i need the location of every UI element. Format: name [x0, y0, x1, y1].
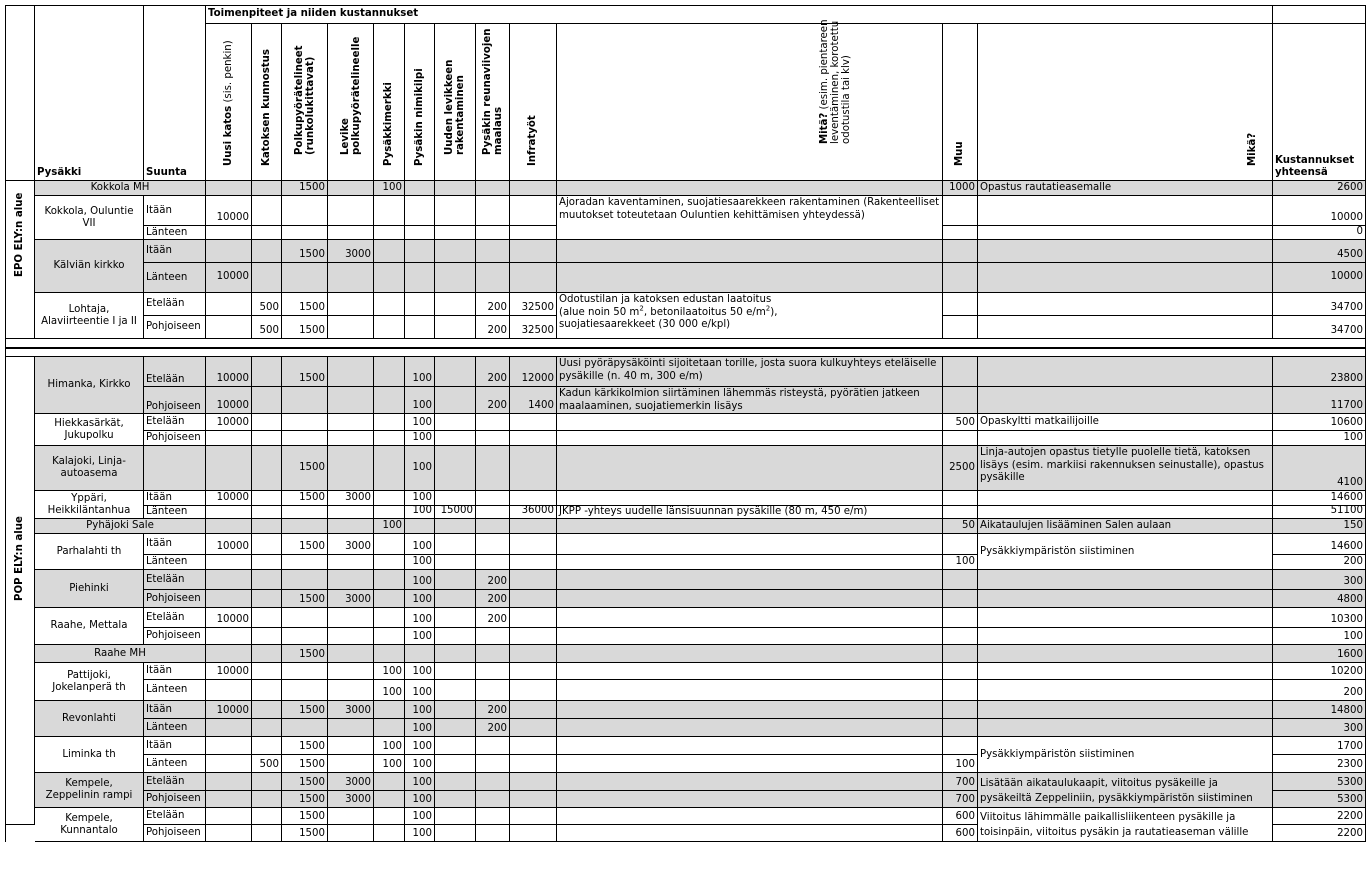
value-cell: 100 — [405, 357, 435, 387]
direction: Länteen — [144, 506, 206, 519]
header-pysakkimerkki: Pysäkkimerkki — [374, 24, 405, 181]
direction: Pohjoiseen — [144, 316, 206, 339]
stop-name: Lohtaja, Alaviirteentie I ja II — [35, 293, 144, 339]
header-polkupyoratelineet: Polkupyörätelineet (runkolukittavat) — [282, 24, 328, 181]
value-cell: 100 — [405, 555, 435, 570]
stop-name: Kempele, Kunnantalo — [35, 808, 144, 842]
value-cell: 500 — [252, 293, 282, 316]
header-kunnostus: Katoksen kunnostus — [252, 24, 282, 181]
stop-name: Raahe, Mettala — [35, 608, 144, 645]
total-cell: 200 — [1273, 680, 1366, 701]
total-cell: 10200 — [1273, 663, 1366, 680]
value-cell: 100 — [943, 555, 978, 570]
header-mika: Mikä? — [978, 24, 1273, 181]
total-cell: 5300 — [1273, 773, 1366, 791]
stop-name: Kälviän kirkko — [35, 240, 144, 293]
value-cell: 3000 — [328, 590, 374, 608]
direction: Etelään — [144, 808, 206, 825]
value-cell: 100 — [405, 737, 435, 755]
value-cell: 1500 — [282, 240, 328, 263]
stop-name: Pyhäjoki Sale — [35, 519, 206, 534]
value-cell: 3000 — [328, 240, 374, 263]
total-cell: 14600 — [1273, 491, 1366, 506]
direction: Länteen — [144, 719, 206, 737]
value-cell: 100 — [374, 680, 405, 701]
total-cell: 300 — [1273, 719, 1366, 737]
mika-text: Viitoitus lähimmälle paikallisliikenteen pysäkille ja toisinpäin, viitoitus pysäkin ja rautatieaseman välille — [978, 808, 1273, 842]
value-cell: 200 — [476, 701, 510, 719]
total-cell: 4800 — [1273, 590, 1366, 608]
total-cell: 14800 — [1273, 701, 1366, 719]
value-cell: 100 — [405, 534, 435, 555]
value-cell: 1500 — [282, 773, 328, 791]
value-cell: 600 — [943, 808, 978, 825]
total-cell: 2200 — [1273, 808, 1366, 825]
value-cell: 200 — [476, 570, 510, 590]
value-cell: 100 — [405, 387, 435, 414]
value-cell: 100 — [405, 414, 435, 431]
value-cell: 3000 — [328, 534, 374, 555]
value-cell: 700 — [943, 773, 978, 791]
stop-name: Raahe MH — [35, 645, 206, 663]
value-cell: 1500 — [282, 491, 328, 506]
direction: Länteen — [144, 680, 206, 701]
mita-text: Uusi pyöräpysäköinti sijoitetaan torille, josta suora kulkuyhteys eteläiselle pysäkille (n. 40 m, 300 e/m) — [557, 357, 943, 387]
mika-text: Opaskyltti matkailijoille — [978, 414, 1273, 431]
direction: Länteen — [144, 263, 206, 293]
value-cell: 2500 — [943, 446, 978, 491]
direction: Itään — [144, 701, 206, 719]
total-cell: 5300 — [1273, 791, 1366, 808]
value-cell: 1500 — [282, 791, 328, 808]
value-cell: 15000 — [435, 506, 476, 519]
value-cell: 100 — [405, 608, 435, 628]
value-cell: 10000 — [206, 387, 252, 414]
value-cell: 10000 — [206, 263, 252, 293]
total-cell: 14600 — [1273, 534, 1366, 555]
total-cell: 150 — [1273, 519, 1366, 534]
total-cell: 2300 — [1273, 755, 1366, 773]
value-cell: 32500 — [510, 316, 557, 339]
direction: Itään — [144, 534, 206, 555]
header-uuden-levikkeen: Uuden levikkeen rakentaminen — [435, 24, 476, 181]
value-cell: 1500 — [282, 701, 328, 719]
total-cell: 4100 — [1273, 446, 1366, 491]
value-cell: 1500 — [282, 808, 328, 825]
value-cell: 36000 — [510, 506, 557, 519]
value-cell: 100 — [405, 719, 435, 737]
stop-name: Kokkola, Ouluntie VII — [35, 196, 144, 240]
value-cell: 500 — [943, 414, 978, 431]
header-infratyot: Infratyöt — [510, 24, 557, 181]
total-cell: 100 — [1273, 628, 1366, 645]
header-mita: Mitä? (esim. pientareen leventäminen, korotettu odotustila tai klv) — [557, 24, 943, 181]
direction: Etelään — [144, 773, 206, 791]
value-cell: 1500 — [282, 446, 328, 491]
total-cell: 10600 — [1273, 414, 1366, 431]
header-levike: Levike polkupyörätelineelle — [328, 24, 374, 181]
value-cell: 100 — [374, 519, 405, 534]
value-cell: 200 — [476, 316, 510, 339]
mika-text: Pysäkkiympäristön siistiminen — [978, 737, 1273, 773]
value-cell: 500 — [252, 316, 282, 339]
total-cell: 2600 — [1273, 181, 1366, 196]
direction: Pohjoiseen — [144, 791, 206, 808]
total-cell: 10000 — [1273, 196, 1366, 226]
total-cell: 2200 — [1273, 825, 1366, 842]
value-cell: 3000 — [328, 491, 374, 506]
direction: Pohjoiseen — [144, 431, 206, 446]
stop-name: Revonlahti — [35, 701, 144, 737]
mita-text: Odotustilan ja katoksen edustan laatoitus (alue noin 50 $m^2$, betonilaatoitus 50 $e/m^2$), suojatiesaarekkeet (30 000 e/kpl) — [557, 293, 943, 339]
direction: Länteen — [144, 755, 206, 773]
value-cell: 1000 — [943, 181, 978, 196]
value-cell: 10000 — [206, 608, 252, 628]
direction: Itään — [144, 491, 206, 506]
value-cell: 1500 — [282, 590, 328, 608]
direction: Etelään — [144, 570, 206, 590]
value-cell: 10000 — [206, 414, 252, 431]
value-cell: 1500 — [282, 181, 328, 196]
value-cell: 500 — [252, 755, 282, 773]
value-cell: 100 — [405, 491, 435, 506]
value-cell: 100 — [374, 737, 405, 755]
direction: Pohjoiseen — [144, 387, 206, 414]
value-cell: 10000 — [206, 357, 252, 387]
mika-text: Pysäkkiympäristön siistiminen — [978, 534, 1273, 570]
header-muu: Muu — [943, 24, 978, 181]
stop-name: Kokkola MH — [35, 181, 206, 196]
value-cell: 200 — [476, 387, 510, 414]
mika-text: Aikataulujen lisääminen Salen aulaan — [978, 519, 1273, 534]
direction: Pohjoiseen — [144, 590, 206, 608]
total-cell: 10300 — [1273, 608, 1366, 628]
direction: Itään — [144, 663, 206, 680]
header-region-blank — [6, 6, 35, 181]
total-cell: 300 — [1273, 570, 1366, 590]
direction: Pohjoiseen — [144, 628, 206, 645]
value-cell: 10000 — [206, 196, 252, 226]
mita-text: Ajoradan kaventaminen, suojatiesaarekkeen rakentaminen (Rakenteelliset muutokset toteutetaan Ouluntien kehittämisen yhteydessä) — [557, 196, 943, 240]
value-cell: 1500 — [282, 737, 328, 755]
stop-name: Piehinki — [35, 570, 144, 608]
total-cell: 200 — [1273, 555, 1366, 570]
value-cell: 100 — [405, 431, 435, 446]
value-cell: 10000 — [206, 534, 252, 555]
mita-text: JKPP -yhteys uudelle länsisuunnan pysäkille (80 m, 450 e/m) — [557, 506, 943, 519]
header-blank-right — [1273, 6, 1366, 24]
total-cell: 1600 — [1273, 645, 1366, 663]
value-cell: 100 — [405, 506, 435, 519]
total-cell: 34700 — [1273, 293, 1366, 316]
value-cell: 1500 — [282, 534, 328, 555]
mika-text: Lisätään aikataulukaapit, viitoitus pysäkeille ja pysäkeiltä Zeppeliniin, pysäkkiympäristön siistiminen — [978, 773, 1273, 808]
stop-name: Kalajoki, Linja-autoasema — [35, 446, 144, 491]
direction: Etelään — [144, 357, 206, 387]
value-cell: 100 — [405, 791, 435, 808]
spacer-row — [6, 339, 1366, 348]
direction: Itään — [144, 240, 206, 263]
total-cell: 51100 — [1273, 506, 1366, 519]
value-cell: 50 — [943, 519, 978, 534]
region-epo: EPO ELY:n alue — [6, 181, 35, 339]
direction: Etelään — [144, 414, 206, 431]
value-cell: 200 — [476, 719, 510, 737]
value-cell: 200 — [476, 590, 510, 608]
value-cell: 100 — [374, 663, 405, 680]
header-kustannukset: Kustannukset yhteensä — [1273, 24, 1366, 181]
value-cell: 1500 — [282, 825, 328, 842]
region-pop: POP ELY:n alue — [6, 357, 35, 825]
value-cell: 1500 — [282, 357, 328, 387]
header-pysakki: Pysäkki — [35, 6, 144, 181]
direction: Etelään — [144, 608, 206, 628]
header-group: Toimenpiteet ja niiden kustannukset — [206, 6, 1273, 24]
value-cell: 1500 — [282, 316, 328, 339]
direction: Pohjoiseen — [144, 825, 206, 842]
value-cell: 200 — [476, 608, 510, 628]
direction: Etelään — [144, 293, 206, 316]
value-cell: 600 — [943, 825, 978, 842]
value-cell: 1500 — [282, 293, 328, 316]
value-cell: 100 — [405, 628, 435, 645]
total-cell: 34700 — [1273, 316, 1366, 339]
header-nimikilpi: Pysäkin nimikilpi — [405, 24, 435, 181]
mika-text: Opastus rautatieasemalle — [978, 181, 1273, 196]
direction: Itään — [144, 196, 206, 226]
value-cell: 1500 — [282, 755, 328, 773]
value-cell: 12000 — [510, 357, 557, 387]
value-cell: 10000 — [206, 491, 252, 506]
header-uusi-katos: Uusi katos (sis. penkin) — [206, 24, 252, 181]
total-cell: 4500 — [1273, 240, 1366, 263]
total-cell: 1700 — [1273, 737, 1366, 755]
value-cell: 1500 — [282, 645, 328, 663]
value-cell: 700 — [943, 791, 978, 808]
value-cell: 3000 — [328, 791, 374, 808]
total-cell: 10000 — [1273, 263, 1366, 293]
value-cell: 200 — [476, 357, 510, 387]
value-cell: 3000 — [328, 701, 374, 719]
value-cell: 100 — [405, 825, 435, 842]
value-cell: 10000 — [206, 701, 252, 719]
value-cell: 100 — [405, 773, 435, 791]
value-cell: 100 — [405, 701, 435, 719]
stop-name: Parhalahti th — [35, 534, 144, 570]
direction: Länteen — [144, 226, 206, 240]
value-cell: 10000 — [206, 663, 252, 680]
value-cell: 100 — [405, 663, 435, 680]
value-cell: 3000 — [328, 773, 374, 791]
stop-name: Yppäri, Heikkiläntanhua — [35, 491, 144, 519]
stop-name: Kempele, Zeppelinin rampi — [35, 773, 144, 808]
value-cell: 100 — [405, 755, 435, 773]
total-cell: 23800 — [1273, 357, 1366, 387]
cost-table — [5, 5, 1366, 842]
value-cell: 100 — [405, 570, 435, 590]
value-cell: 32500 — [510, 293, 557, 316]
header-suunta: Suunta — [144, 6, 206, 181]
direction: Itään — [144, 737, 206, 755]
stop-name: Himanka, Kirkko — [35, 357, 144, 414]
value-cell: 1400 — [510, 387, 557, 414]
stop-name: Pattijoki, Jokelanperä th — [35, 663, 144, 701]
value-cell: 100 — [943, 755, 978, 773]
mita-text: Kadun kärkikolmion siirtäminen lähemmäs risteystä, pyörätien jatkeen maalaaminen, suojatiemerkin lisäys — [557, 387, 943, 414]
stop-name: Hiekkasärkät, Jukupolku — [35, 414, 144, 446]
total-cell: 100 — [1273, 431, 1366, 446]
value-cell: 100 — [374, 181, 405, 196]
stop-name: Liminka th — [35, 737, 144, 773]
value-cell: 200 — [476, 293, 510, 316]
spacer-row — [6, 348, 1366, 357]
total-cell: 11700 — [1273, 387, 1366, 414]
mika-text: Linja-autojen opastus tietylle puolelle tietä, katoksen lisäys (esim. markiisi rakennuksen seinustalle), opastus pysäkille — [978, 446, 1273, 491]
total-cell: 0 — [1273, 226, 1366, 240]
value-cell: 100 — [374, 755, 405, 773]
direction: Länteen — [144, 555, 206, 570]
value-cell: 100 — [405, 808, 435, 825]
value-cell: 100 — [405, 680, 435, 701]
header-reunaviivat: Pysäkin reunaviivojen maalaus — [476, 24, 510, 181]
value-cell: 100 — [405, 446, 435, 491]
value-cell: 100 — [405, 590, 435, 608]
